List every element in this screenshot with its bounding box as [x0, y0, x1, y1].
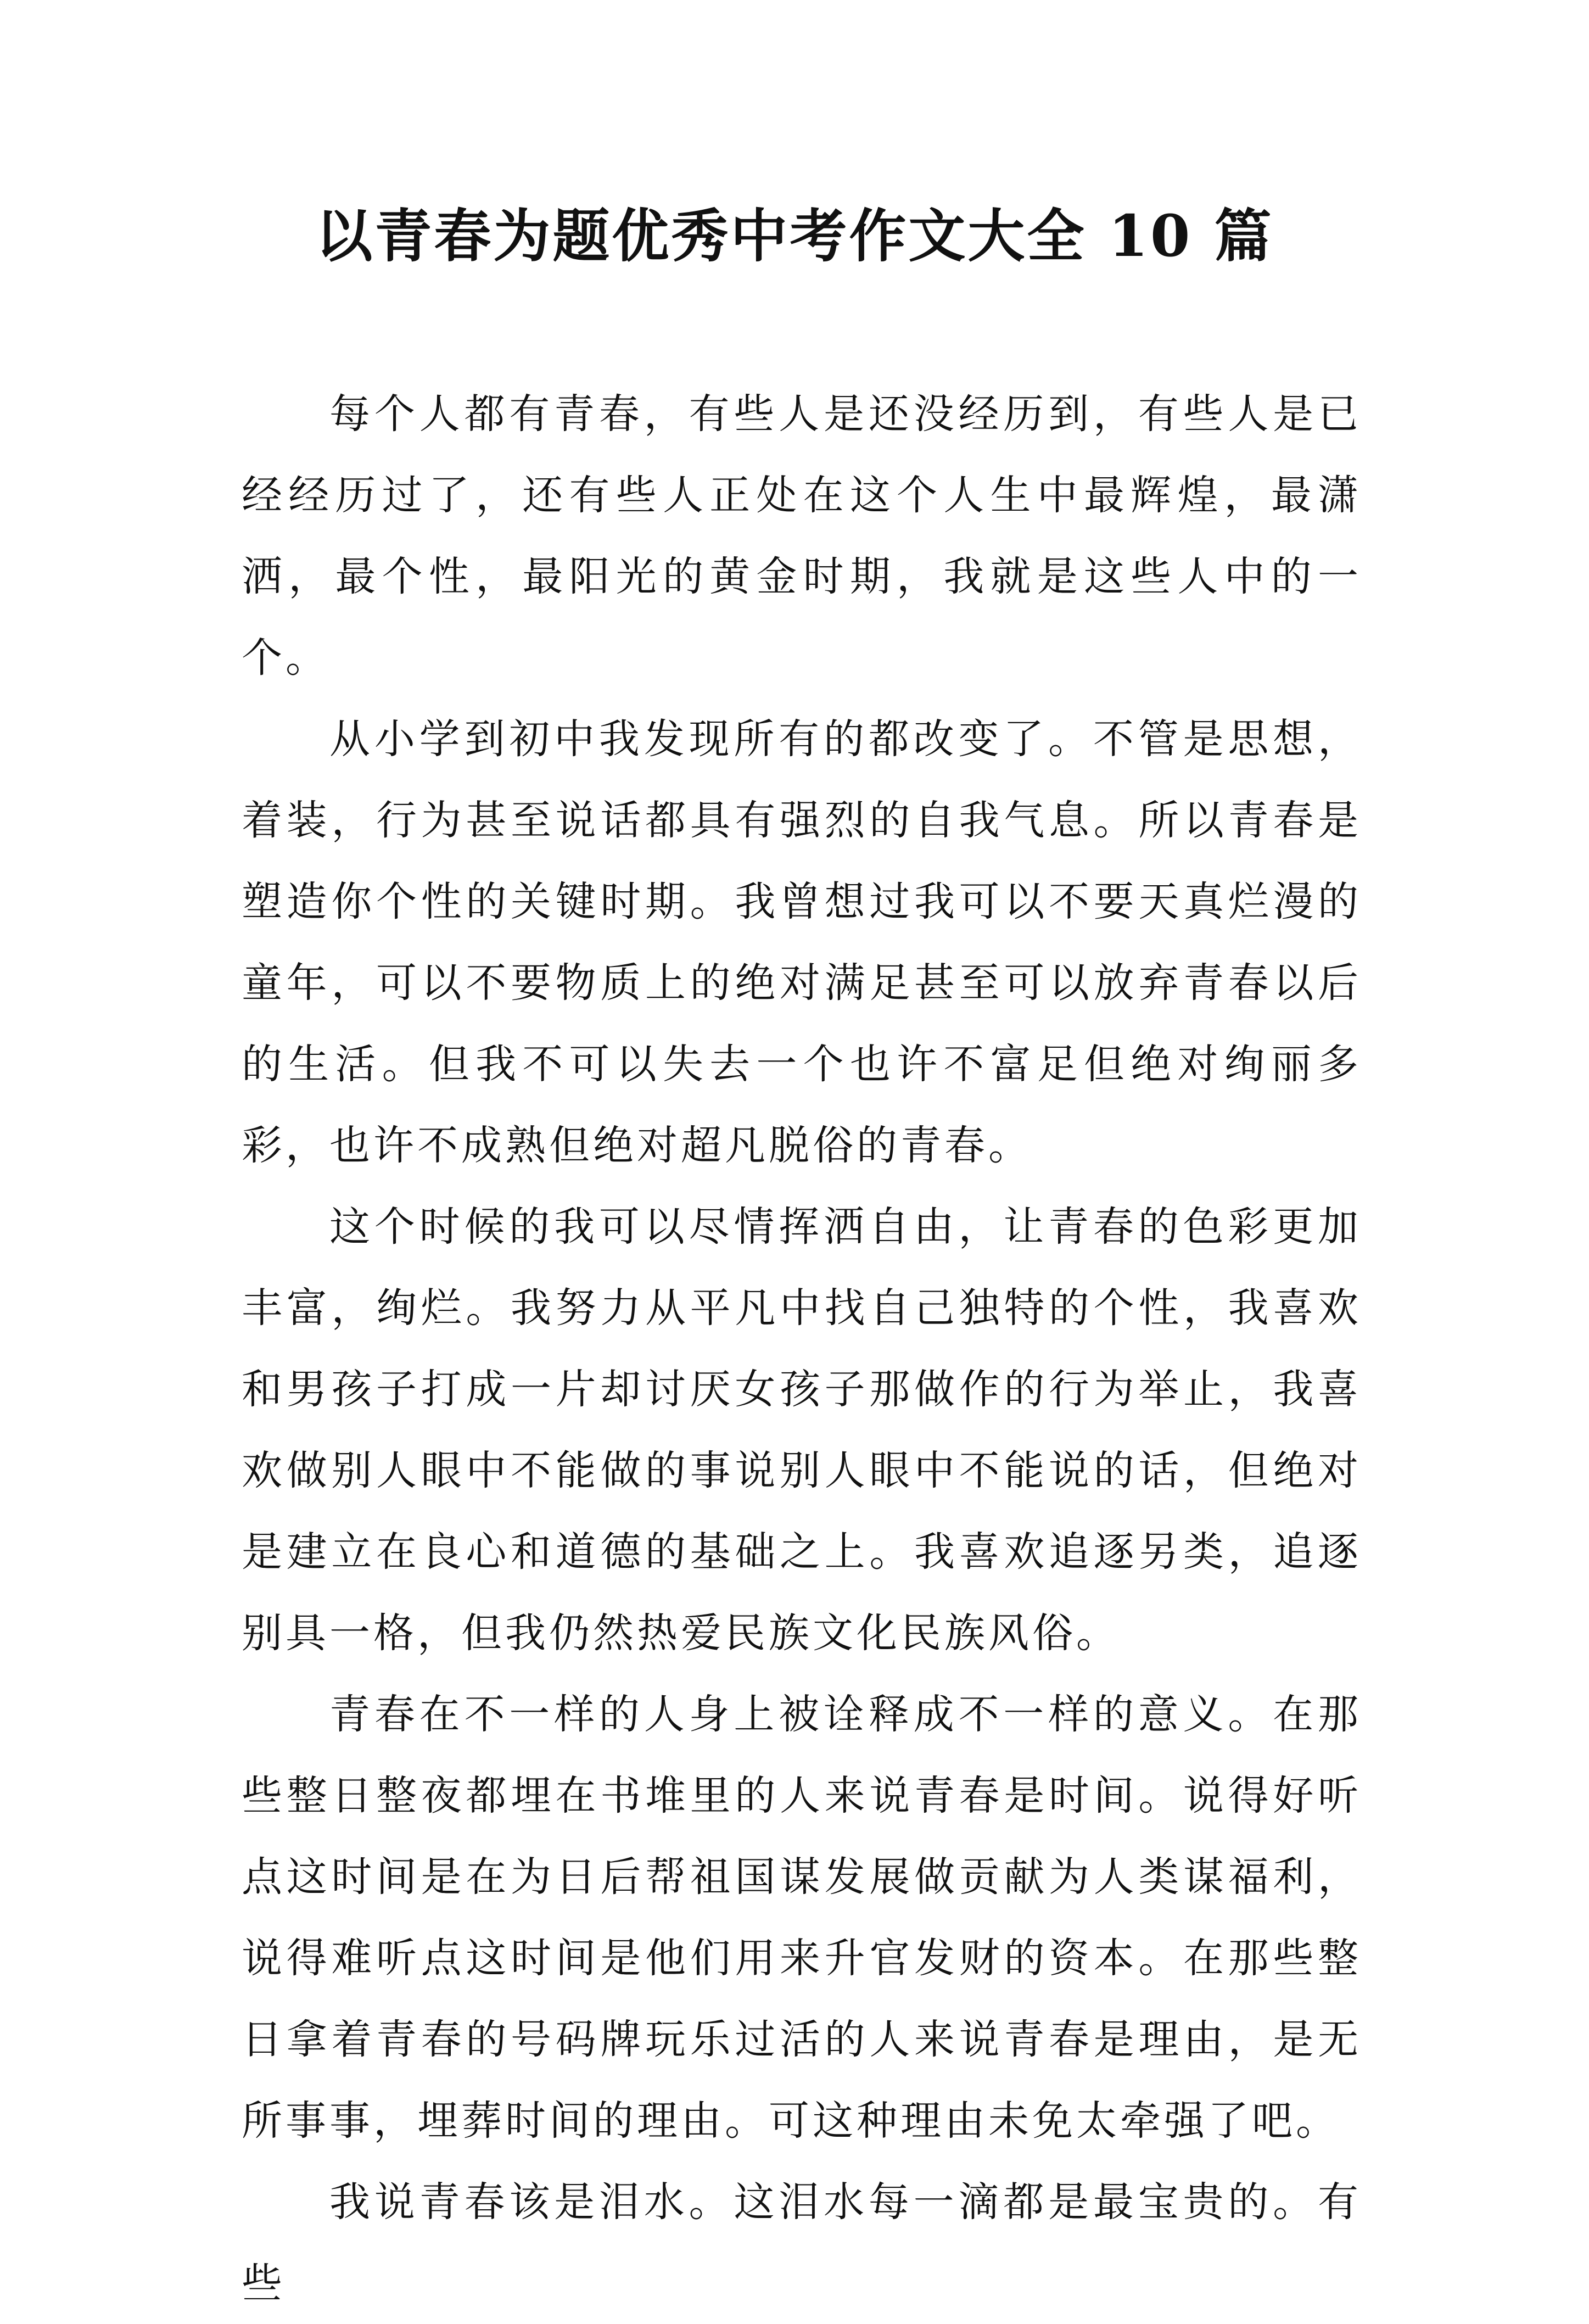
document-body [242, 373, 1362, 2324]
paragraph: 青春在不一样的人身上被诠释成不一样的意义。在那些整日整夜都埋在书堆里的人来说青春是时间。说得好听点这时间是在为日后帮祖国谋发展做贡献为人类谋福利，说得难听点这时间是他们用来升官发财的资本。在那些整日拿着青春的号码牌玩乐过活的人来说青春是理由，是无所事事，埋葬时间的理由。可这种理由未免太牵强了吧。 [242, 1691, 1362, 2144]
paragraph: 这个时候的我可以尽情挥洒自由，让青春的色彩更加丰富，绚烂。我努力从平凡中找自己独特的个性，我喜欢和男孩子打成一片却讨厌女孩子那做作的行为举止，我喜欢做别人眼中不能做的事说别人眼中不能说的话，但绝对是建立在良心和道德的基础之上。我喜欢追逐另类，追逐别具一格，但我仍然热爱民族文化民族风俗。 [242, 1203, 1362, 1657]
document-title: 以青春为题优秀中考作文大全 10 篇 [315, 202, 1274, 270]
paragraph: 我说青春该是泪水。这泪水每一滴都是最宝贵的。有些 [242, 2178, 1362, 2307]
paragraph: 从小学到初中我发现所有的都改变了。不管是思想，着装，行为甚至说话都具有强烈的自我气息。所以青春是塑造你个性的关键时期。我曾想过我可以不要天真烂漫的童年，可以不要物质上的绝对满足甚至可以放弃青春以后的生活。但我不可以失去一个也许不富足但绝对绚丽多彩，也许不成熟但绝对超凡脱俗的青春。 [242, 716, 1362, 1169]
paragraph: 每个人都有青春，有些人是还没经历到，有些人是已经经历过了，还有些人正处在这个人生中最辉煌，最潇洒，最个性，最阳光的黄金时期，我就是这些人中的一个。 [242, 390, 1362, 681]
